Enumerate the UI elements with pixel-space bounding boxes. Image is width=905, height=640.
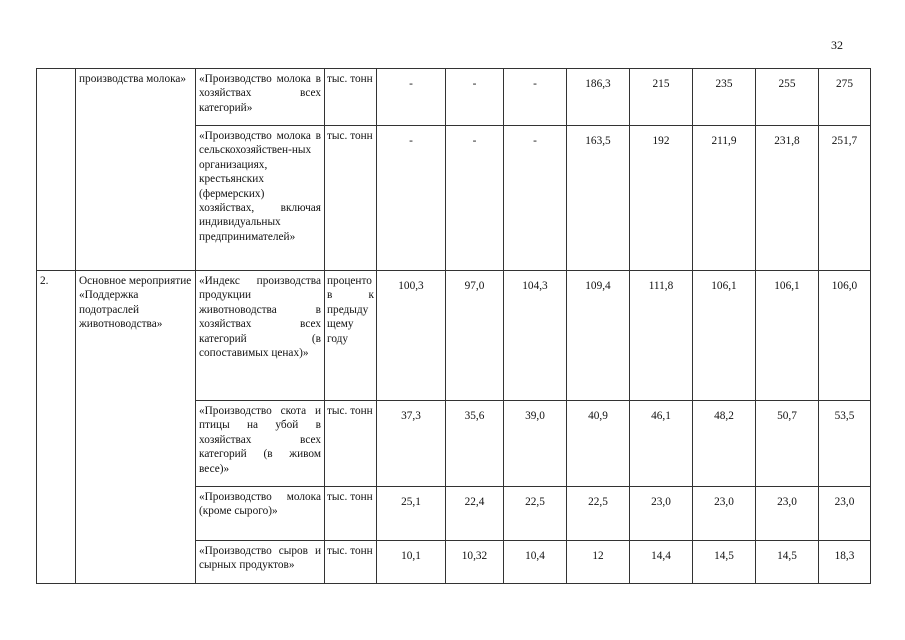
value-cell: 109,4 [567,271,630,401]
value-cell: - [504,69,567,126]
value-cell: 14,5 [756,541,819,584]
indicators-table [36,68,871,584]
value-cell: 106,1 [756,271,819,401]
value-cell: 25,1 [377,487,446,541]
value-cell: 12 [567,541,630,584]
value-cell: 251,7 [819,126,871,271]
value-cell: 23,0 [630,487,693,541]
value-cell: 10,1 [377,541,446,584]
value-cell: 211,9 [693,126,756,271]
value-cell: 23,0 [693,487,756,541]
value-cell: 22,5 [567,487,630,541]
value-cell: 40,9 [567,401,630,487]
value-cell: 100,3 [377,271,446,401]
value-cell: 106,0 [819,271,871,401]
indicator-cell: «Индекс производства продукции животноводства в хозяйствах всех категорий (в сопоставимых ценах)» [196,271,325,401]
value-cell: 275 [819,69,871,126]
indicator-cell: «Производство молока (кроме сырого)» [196,487,325,541]
value-cell: - [504,126,567,271]
indicator-cell: «Производство сыров и сырных продуктов» [196,541,325,584]
value-cell: 10,4 [504,541,567,584]
value-cell: - [446,126,504,271]
value-cell: 231,8 [756,126,819,271]
value-cell: 46,1 [630,401,693,487]
value-cell: - [446,69,504,126]
unit-cell: тыс. тонн [325,69,377,126]
value-cell: 48,2 [693,401,756,487]
unit-cell: тыс. тонн [325,541,377,584]
value-cell: 53,5 [819,401,871,487]
value-cell: - [377,126,446,271]
unit-cell: тыс. тонн [325,401,377,487]
value-cell: 215 [630,69,693,126]
value-cell: 235 [693,69,756,126]
unit-cell: тыс. тонн [325,487,377,541]
value-cell: 186,3 [567,69,630,126]
indicator-cell: «Производство молока в сельскохозяйствен-ных организациях, крестьянских (фермерских) хозяйствах, включая индивидуальных предпринимателей» [196,126,325,271]
value-cell: 14,4 [630,541,693,584]
indicator-cell: «Производство молока в хозяйствах всех категорий» [196,69,325,126]
value-cell: 111,8 [630,271,693,401]
value-cell: 192 [630,126,693,271]
page-number: 32 [831,38,843,52]
value-cell: 37,3 [377,401,446,487]
value-cell: 14,5 [693,541,756,584]
value-cell: 163,5 [567,126,630,271]
event-cell: Основное мероприятие «Поддержка подотраслей животноводства» [76,271,196,584]
table-row [37,69,871,126]
value-cell: 104,3 [504,271,567,401]
value-cell: - [377,69,446,126]
value-cell: 18,3 [819,541,871,584]
value-cell: 106,1 [693,271,756,401]
indicator-cell: «Производство скота и птицы на убой в хозяйствах всех категорий (в живом весе)» [196,401,325,487]
value-cell: 22,5 [504,487,567,541]
value-cell: 255 [756,69,819,126]
row-number-cell: 2. [37,271,76,584]
unit-cell: тыс. тонн [325,126,377,271]
value-cell: 35,6 [446,401,504,487]
value-cell: 39,0 [504,401,567,487]
table-row [37,271,871,401]
value-cell: 22,4 [446,487,504,541]
value-cell: 50,7 [756,401,819,487]
value-cell: 23,0 [756,487,819,541]
value-cell: 97,0 [446,271,504,401]
value-cell: 23,0 [819,487,871,541]
row-number-cell [37,69,76,271]
event-cell: производства молока» [76,69,196,271]
unit-cell: процентов к предыдущему году [325,271,377,401]
value-cell: 10,32 [446,541,504,584]
